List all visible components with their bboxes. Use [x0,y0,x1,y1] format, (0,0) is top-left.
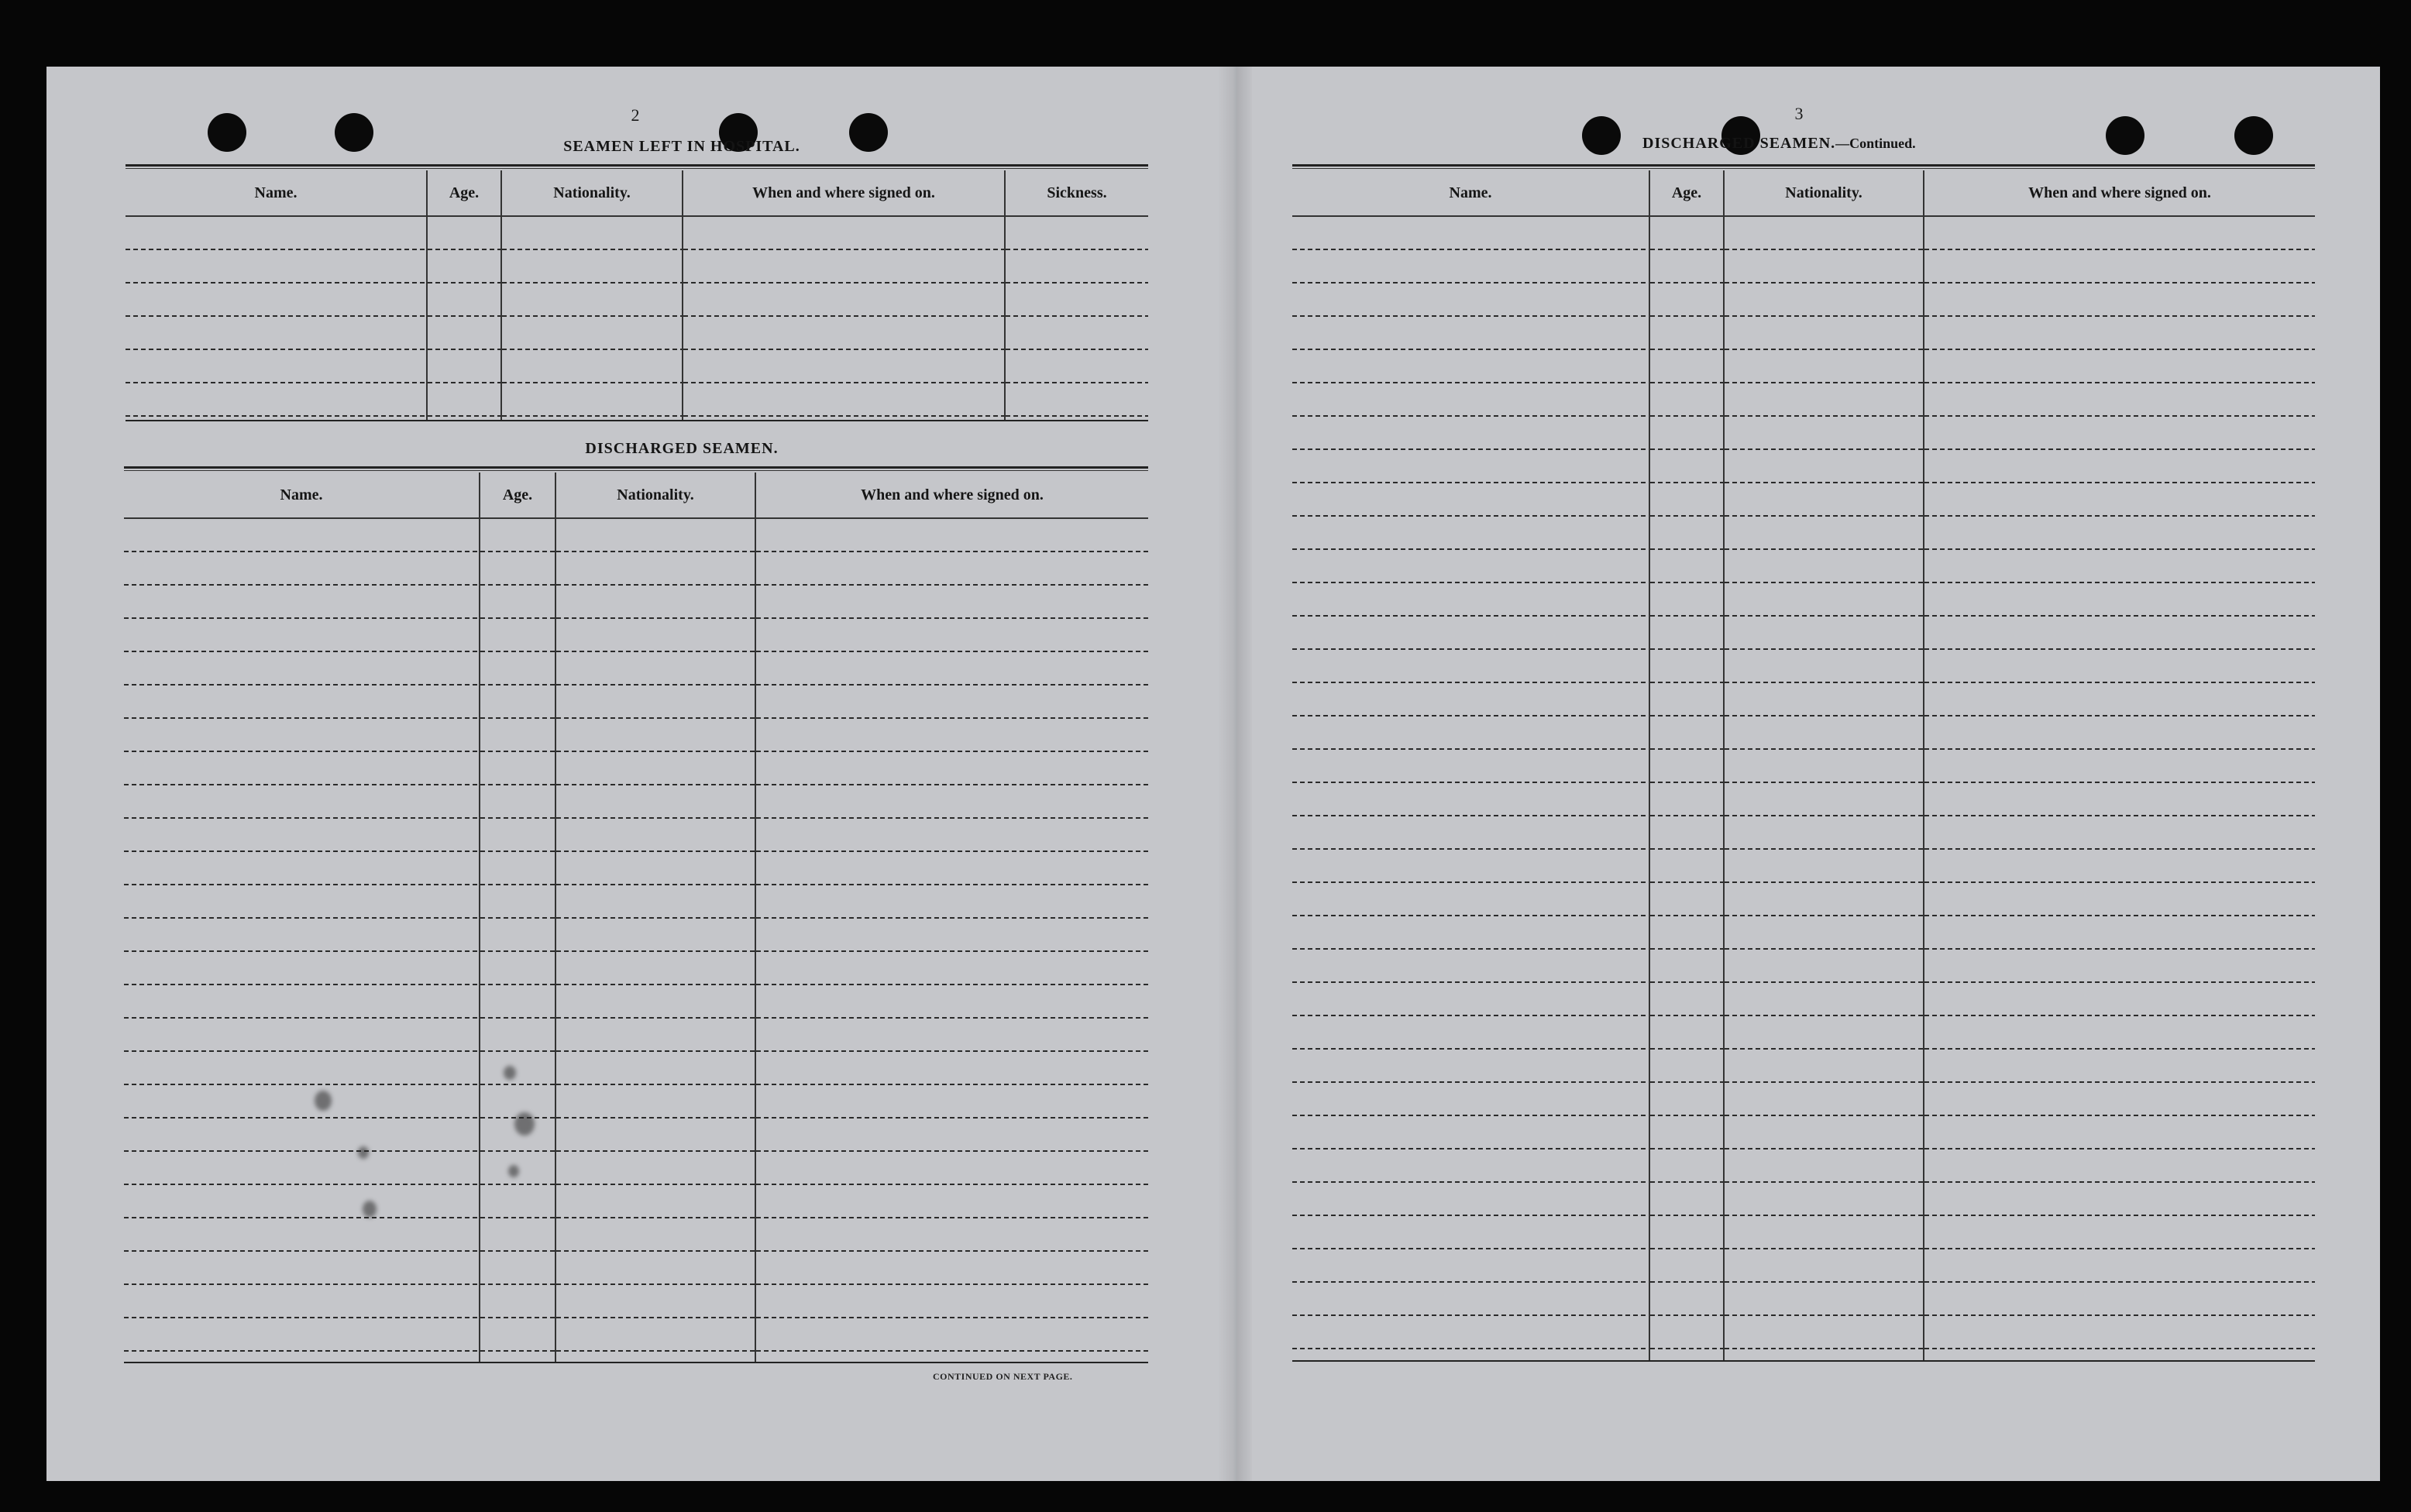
discharged-top-rule [124,466,1148,471]
hospital-col-name [126,170,428,420]
hospital-header-nationality: Nationality. [502,170,682,217]
ruled-lines [1924,217,2315,1360]
ruled-lines [1650,217,1723,1360]
discharged-continued-title-main: DISCHARGED SEAMEN. [1642,135,1836,152]
hospital-header-name: Name. [126,170,426,217]
ink-smudge [315,1091,332,1111]
page-number-right: 3 [1794,104,1804,123]
ruled-lines [502,217,682,420]
ruled-lines [480,519,555,1362]
punch-hole [2234,116,2273,155]
discharged-continued-title [1642,135,2076,153]
continued-header-nationality: Nationality. [1725,170,1923,217]
hospital-col-sickness [1006,170,1148,420]
hospital-table [126,170,1148,421]
continued-header-name: Name. [1292,170,1649,217]
continued-col-name [1292,170,1650,1360]
page-number-left: 2 [631,105,640,125]
ruled-lines [1725,217,1923,1360]
ink-smudge [363,1201,377,1218]
ruled-lines [756,519,1148,1362]
continued-header-age: Age. [1650,170,1723,217]
ruled-lines [126,217,426,420]
continued-col-age [1650,170,1725,1360]
ruled-lines [428,217,500,420]
discharged-continued-table [1292,170,2315,1362]
hospital-header-signed-on: When and where signed on. [683,170,1004,217]
ruled-lines [1292,217,1649,1360]
discharged-col-nationality [556,472,756,1362]
discharged-table [124,472,1148,1363]
ink-smudge [508,1165,519,1177]
hospital-top-rule [126,164,1148,169]
punch-hole [1582,116,1621,155]
continued-header-signed-on: When and where signed on. [1924,170,2315,217]
ink-smudge [358,1146,369,1159]
discharged-header-age: Age. [480,472,555,519]
ruled-lines [683,217,1004,420]
hospital-header-age: Age. [428,170,500,217]
discharged-header-signed-on: When and where signed on. [756,472,1148,519]
discharged-continued-title-suffix: —Continued. [1835,136,1916,151]
punch-hole [2106,116,2144,155]
hospital-col-nationality [502,170,683,420]
ruled-lines [556,519,755,1362]
discharged-col-name [124,472,480,1362]
right-top-rule [1292,164,2315,169]
ink-smudge [504,1066,516,1080]
ruled-lines [124,519,479,1362]
ink-smudge [514,1112,535,1136]
page-fold [1218,67,1252,1481]
discharged-col-signed-on [756,472,1148,1362]
continued-col-signed-on [1924,170,2315,1360]
hospital-col-age [428,170,502,420]
ruled-lines [1006,217,1148,420]
ledger-paper [46,67,2380,1481]
discharged-section-title: DISCHARGED SEAMEN. [585,440,779,457]
discharged-col-age [480,472,556,1362]
punch-hole [208,113,246,152]
hospital-col-signed-on [683,170,1006,420]
hospital-section-title: SEAMEN LEFT IN HOSPITAL. [563,138,800,155]
punch-hole [335,113,373,152]
continued-note: CONTINUED ON NEXT PAGE. [933,1371,1073,1382]
discharged-header-nationality: Nationality. [556,472,755,519]
continued-col-nationality [1725,170,1924,1360]
discharged-header-name: Name. [124,472,479,519]
hospital-header-sickness: Sickness. [1006,170,1148,217]
